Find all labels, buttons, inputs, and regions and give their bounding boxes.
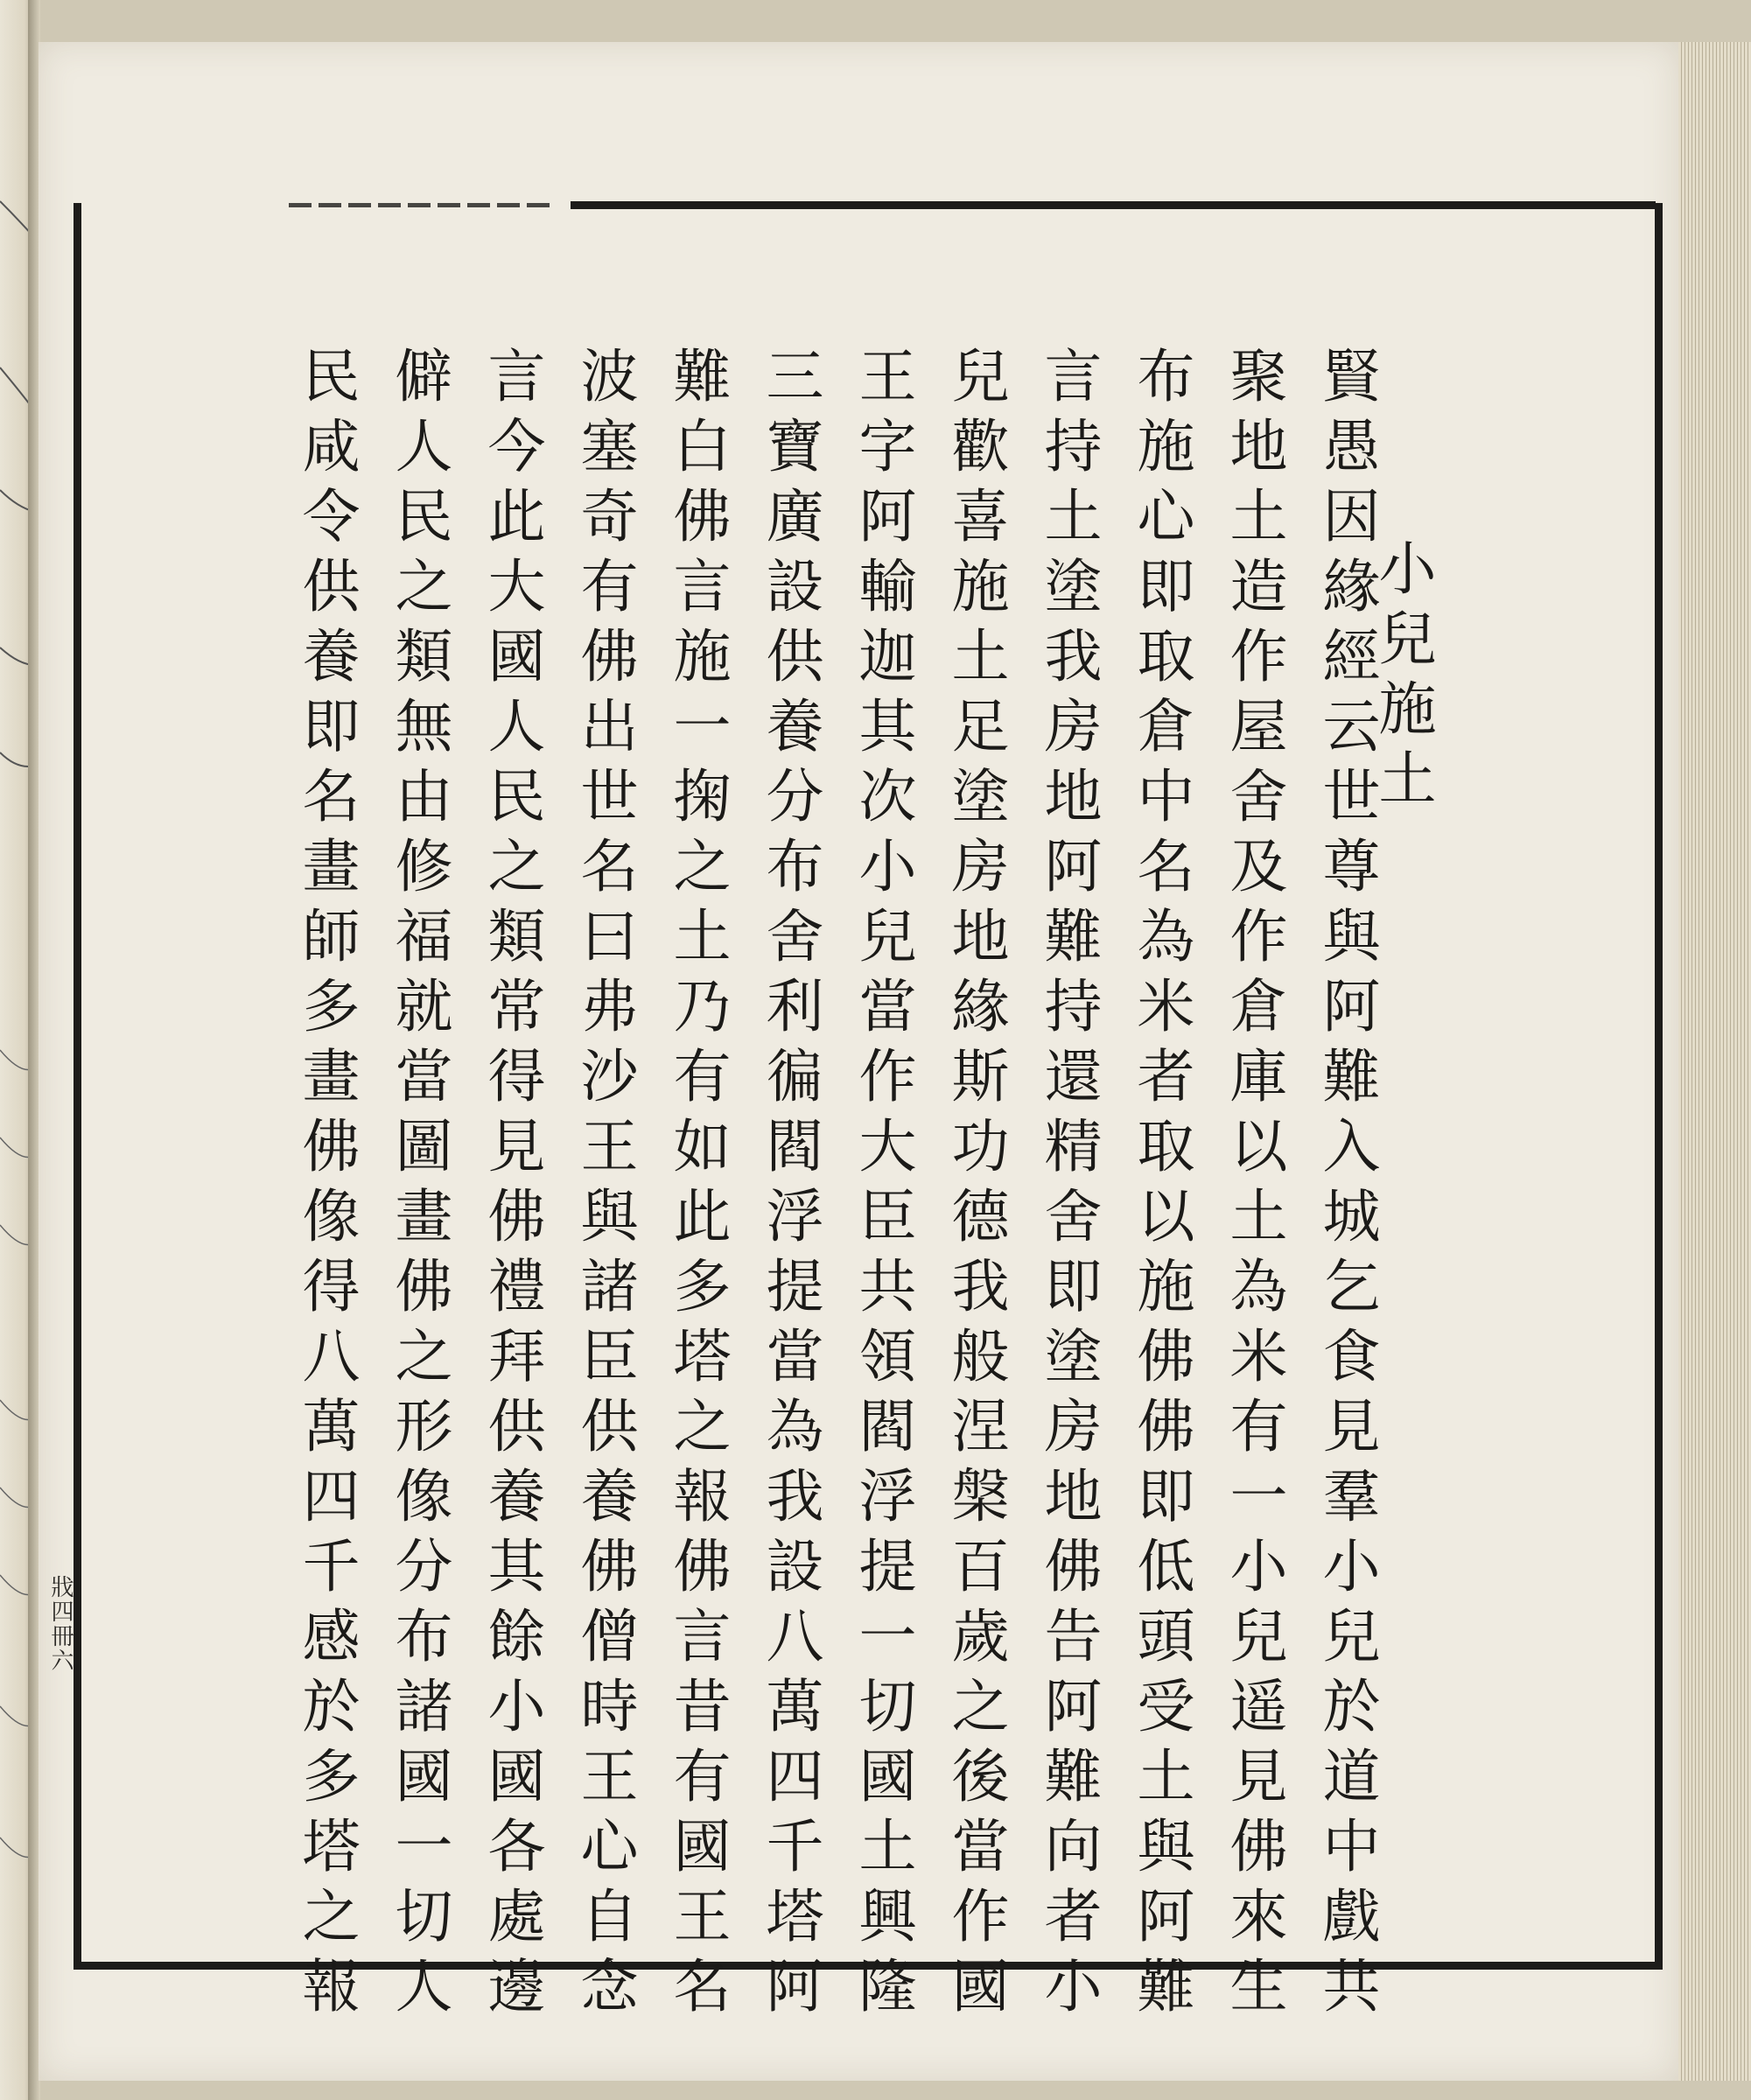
text-column-7: 三寶廣設供養分布舍利徧閻浮提當為我設八萬四千塔阿 <box>756 346 823 2026</box>
text-column-2: 聚地土造作屋舍及作倉庫以土為米有一小兒遥見佛來生 <box>1220 346 1287 2026</box>
text-column-11: 僻人民之類無由修福就當圖畫佛之形像分布諸國一切人 <box>385 346 452 2026</box>
text-column-5: 兒歡喜施土足塗房地緣斯功德我般涅槃百歲之後當作國 <box>942 346 1009 2026</box>
text-column-6: 王字阿輸迦其次小兒當作大臣共領閻浮提一切國土興隆 <box>849 346 916 2026</box>
text-column-3: 布施心即取倉中名為米者取以施佛佛即低頭受土與阿難 <box>1127 346 1194 2026</box>
text-column-10: 言今此大國人民之類常得見佛禮拜供養其餘小國各處邊 <box>478 346 545 2026</box>
section-title: 小兒施土 <box>1369 538 1436 818</box>
text-body <box>280 346 1391 2026</box>
page-edges <box>1678 42 1751 2081</box>
text-column-1: 賢愚因緣經云世尊與阿難入城乞食見羣小兒於道中戲共 <box>1313 346 1380 2026</box>
folio-mark: 戕四冊六 <box>47 1575 74 1673</box>
text-column-8: 難白佛言施一掬之土乃有如此多塔之報佛言昔有國王名 <box>663 346 731 2026</box>
text-column-12: 民咸令供養即名畫師多畫佛像得八萬四千感於多塔之報 <box>292 346 360 2026</box>
text-column-4: 言持土塗我房地阿難持還精舍即塗房地佛告阿難向者小 <box>1034 346 1102 2026</box>
text-column-9: 波塞奇有佛出世名曰弗沙王與諸臣供養佛僧時王心自念 <box>571 346 638 2026</box>
